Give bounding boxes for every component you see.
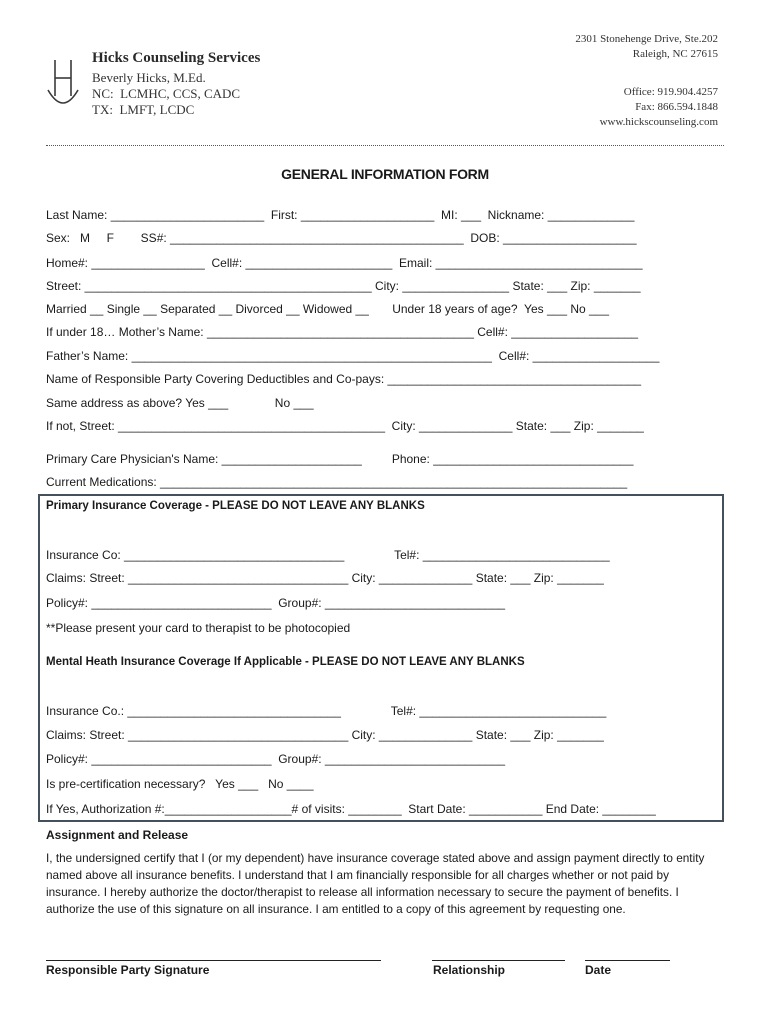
office-phone: Office: 919.904.4257 <box>623 86 718 98</box>
authorization-line[interactable]: If Yes, Authorization #:___________________# of visits: ________ Start Date: ___________ End Date: ________ <box>46 802 656 816</box>
responsible-party-line[interactable]: Name of Responsible Party Covering Deductibles and Co-pays: ______________________________________ <box>46 372 642 386</box>
name-fields-line[interactable]: Last Name: _______________________ First: ____________________ MI: ___ Nickname: _____________ <box>46 208 635 222</box>
relationship-label: Relationship <box>433 963 506 977</box>
hicks-logo-icon <box>46 56 80 112</box>
primary-policy-line[interactable]: Policy#: ___________________________ Group#: ___________________________ <box>46 596 506 610</box>
marital-status-line[interactable]: Married __ Single __ Separated __ Divorced __ Widowed __ Under 18 years of age? Yes ___ No ___ <box>46 302 610 316</box>
relationship-line[interactable] <box>432 960 565 961</box>
fax-number: Fax: 866.594.1848 <box>635 101 718 113</box>
primary-claims-line[interactable]: Claims: Street: _________________________________ City: ______________ State: ___ Zip: _______ <box>46 571 604 585</box>
same-address-line[interactable]: Same address as above? Yes ___ No ___ <box>46 396 314 410</box>
date-label: Date <box>585 963 612 977</box>
mental-health-insurance-heading: Mental Heath Insurance Coverage If Applicable - PLEASE DO NOT LEAVE ANY BLANKS <box>46 656 525 668</box>
sex-ssn-dob-line[interactable]: Sex: M F SS#: ____________________________________________ DOB: ____________________ <box>46 231 637 245</box>
phone-email-line[interactable]: Home#: _________________ Cell#: ______________________ Email: _______________________________ <box>46 256 643 270</box>
medications-line[interactable]: Current Medications: ______________________________________________________________________ <box>46 475 628 489</box>
credential-line: TX: LMFT, LCDC <box>92 102 195 117</box>
father-name-line[interactable]: Father’s Name: ______________________________________________________ Cell#: ___________________ <box>46 349 660 363</box>
primary-insurance-heading: Primary Insurance Coverage - PLEASE DO NOT LEAVE ANY BLANKS <box>46 500 425 512</box>
signature-label: Responsible Party Signature <box>46 963 210 977</box>
form-title: GENERAL INFORMATION FORM <box>281 166 489 182</box>
mh-policy-line[interactable]: Policy#: ___________________________ Group#: ___________________________ <box>46 752 506 766</box>
mh-insurance-co-line[interactable]: Insurance Co.: ________________________________ Tel#: ____________________________ <box>46 704 607 718</box>
precert-line[interactable]: Is pre-certification necessary? Yes ___ No ____ <box>46 777 314 791</box>
alt-address-line[interactable]: If not, Street: ________________________________________ City: ______________ State: ___ Zip: _______ <box>46 419 644 433</box>
website-link[interactable]: www.hickscounseling.com <box>599 116 718 128</box>
signature-line[interactable] <box>46 960 381 961</box>
credential-line: Beverly Hicks, M.Ed. <box>92 70 206 85</box>
photocopy-note: **Please present your card to therapist to be photocopied <box>46 621 351 635</box>
physician-line[interactable]: Primary Care Physician's Name: _____________________ Phone: ______________________________ <box>46 452 634 466</box>
mh-claims-line[interactable]: Claims: Street: _________________________________ City: ______________ State: ___ Zip: _______ <box>46 728 604 742</box>
address-fields-line[interactable]: Street: ___________________________________________ City: ________________ State: ___ Zip: _______ <box>46 279 641 293</box>
address-line: 2301 Stonehenge Drive, Ste.202 <box>575 33 718 45</box>
assignment-text: I, the undersigned certify that I (or my dependent) have insurance coverage stated above and assign payment directly to entity named above all insurance benefits. I understand that I am financially responsible for all charges whether or not paid by insurance. I hereby authorize the doctor/therapist to release all information necessary to secure the payment of benefits. I authorize the use of this signature on all insurance. I am entitled to a copy of this agreement by requesting one. <box>46 851 705 916</box>
primary-insurance-co-line[interactable]: Insurance Co: _________________________________ Tel#: ____________________________ <box>46 548 610 562</box>
org-name: Hicks Counseling Services <box>92 50 261 66</box>
mother-name-line[interactable]: If under 18… Mother’s Name: ________________________________________ Cell#: ___________________ <box>46 325 639 339</box>
date-line[interactable] <box>585 960 670 961</box>
assignment-heading: Assignment and Release <box>46 828 189 842</box>
address-line: Raleigh, NC 27615 <box>632 48 718 60</box>
credential-line: NC: LCMHC, CCS, CADC <box>92 86 241 101</box>
header-divider <box>46 145 724 146</box>
